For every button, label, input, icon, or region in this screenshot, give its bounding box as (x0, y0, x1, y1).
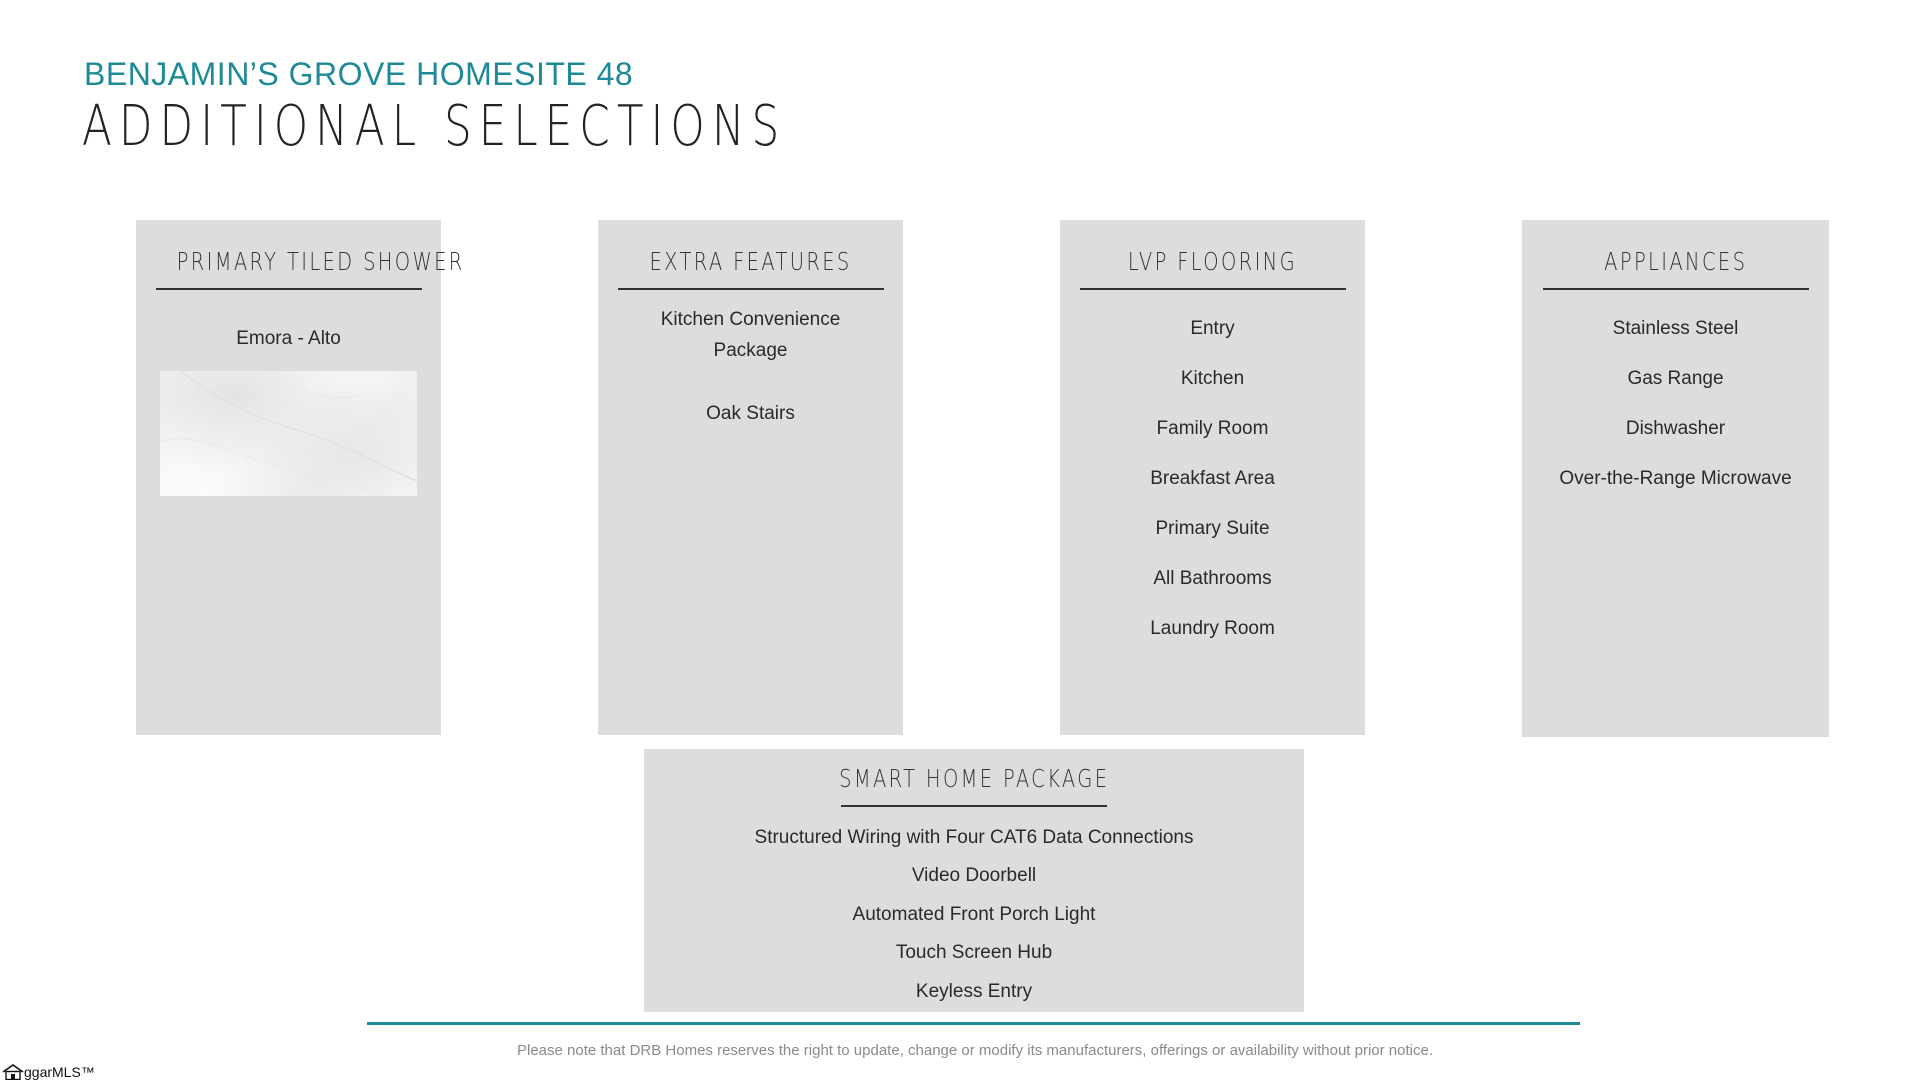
list-item: Entry (1190, 317, 1235, 339)
heading-divider (1543, 288, 1809, 290)
card-primary-tiled-shower (136, 220, 465, 735)
card-heading: APPLIANCES (1603, 247, 1748, 276)
list-item: Oak Stairs (706, 402, 795, 424)
card-heading: PRIMARY TILED SHOWER (176, 247, 465, 276)
list-item: Automated Front Porch Light (852, 903, 1096, 925)
heading-divider (618, 288, 884, 290)
list-item: Touch Screen Hub (895, 942, 1053, 963)
footer-divider (367, 1022, 1580, 1025)
list-item: Gas Range (1627, 367, 1724, 389)
marble-vein-pattern (160, 371, 417, 496)
list-item: Kitchen Convenience Package (660, 308, 841, 361)
list-item: Stainless Steel (1612, 317, 1739, 339)
heading-divider (156, 288, 422, 290)
selection-list (1522, 304, 1829, 504)
heading-divider (1080, 288, 1346, 290)
heading-divider (841, 805, 1107, 807)
list-item: Keyless Entry (915, 980, 1033, 1002)
card-extra-features (598, 220, 903, 735)
logo-text: ggarMLS™ (24, 1064, 95, 1080)
list-item: Primary Suite (1155, 517, 1270, 539)
list-item: Laundry Room (1150, 617, 1275, 639)
list-item: Emora - Alto (236, 327, 341, 349)
page-subtitle: BENJAMIN’S GROVE HOMESITE 48 (84, 56, 634, 92)
selection-list (644, 819, 1304, 1012)
list-item: Kitchen (1180, 367, 1245, 389)
selection-list (598, 304, 903, 429)
card-heading: LVP FLOORING (1127, 247, 1298, 276)
list-item: Over-the-Range Microwave (1559, 467, 1792, 489)
list-item: Dishwasher (1625, 417, 1726, 439)
house-icon (2, 1064, 24, 1080)
list-item: Breakfast Area (1150, 467, 1275, 489)
list-item: All Bathrooms (1153, 567, 1272, 589)
page-title: ADDITIONAL SELECTIONS (82, 94, 787, 159)
mls-watermark-logo (2, 1064, 95, 1080)
list-item: Family Room (1156, 417, 1269, 439)
list-item: Structured Wiring with Four CAT6 Data Connections (754, 826, 1194, 848)
card-lvp-flooring (1060, 220, 1365, 735)
list-item: Video Doorbell (911, 865, 1037, 886)
card-appliances (1522, 220, 1829, 737)
selection-list (136, 314, 441, 364)
selection-list (1060, 304, 1365, 654)
card-heading: SMART HOME PACKAGE (838, 764, 1110, 793)
footer-disclaimer: Please note that DRB Homes reserves the right to update, change or modify its manufacturers, offerings or availability without prior notice. (516, 1042, 1433, 1059)
card-smart-home-package (644, 749, 1304, 1012)
card-heading: EXTRA FEATURES (649, 247, 852, 276)
